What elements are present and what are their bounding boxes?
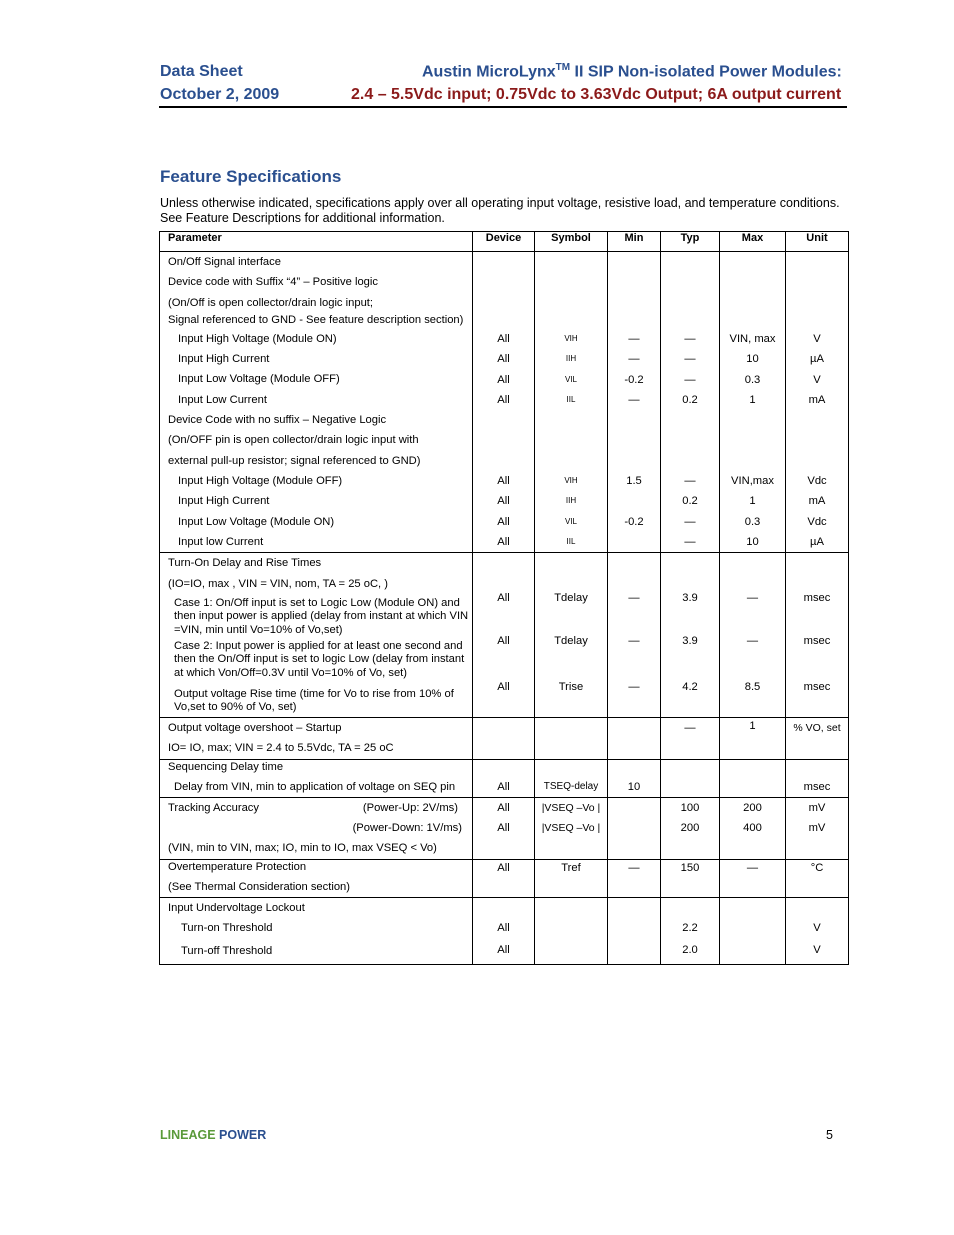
- typ-cell: [661, 898, 720, 965]
- param-line: external pull-up resistor; signal referenced to GND): [168, 454, 421, 467]
- symbol-value: IIL: [566, 394, 576, 404]
- symbol-value: VIL: [564, 516, 577, 526]
- symbol-cell: [535, 859, 608, 897]
- param-line: [160, 798, 472, 818]
- unit-value: msec: [803, 592, 831, 605]
- max-cell: [720, 859, 786, 897]
- typ-cell: [661, 797, 720, 859]
- max-value: —: [746, 634, 759, 647]
- param-line: Overtemperature Protection: [168, 860, 307, 873]
- param-line: Input Undervoltage Lockout: [168, 902, 305, 915]
- header-rule: [159, 106, 847, 108]
- param-cell: [160, 898, 473, 965]
- unit-value: V: [813, 922, 821, 935]
- param-line: Input Low Voltage (Module OFF): [178, 373, 340, 386]
- min-value: —: [628, 634, 640, 647]
- title-sup: TM: [555, 62, 571, 73]
- device-value: All: [497, 801, 510, 814]
- device-value: All: [497, 780, 510, 793]
- symbol-value: TSEQ-delay: [543, 780, 599, 792]
- col-device: Device: [473, 232, 535, 252]
- param-cell: [160, 859, 473, 897]
- unit-cell: [786, 717, 849, 759]
- param-line: Device Code with no suffix – Negative Logic: [168, 414, 387, 427]
- brand-lineage: LINEAGE: [160, 1128, 216, 1142]
- param-line: Input High Current: [178, 495, 270, 508]
- max-value: 1: [749, 495, 756, 508]
- doc-subtitle: 2.4 – 5.5Vdc input; 0.75Vdc to 3.63Vdc Output; 6A output current: [351, 86, 842, 103]
- param-line: Case 1: On/Off input is set to Logic Low (Module ON) and then input power is applied (delay from instant at which VIN =VIN, min until Vo=10% of Vo,set): [174, 596, 469, 636]
- min-value: —: [628, 333, 640, 345]
- unit-value: µA: [810, 536, 824, 549]
- min-cell: [608, 898, 661, 965]
- section-title: Feature Specifications: [160, 167, 342, 186]
- min-value: 10: [627, 780, 641, 793]
- symbol-value: |VSEQ –Vo |: [541, 822, 601, 835]
- device-value: All: [497, 822, 510, 835]
- table-row: [160, 717, 849, 759]
- symbol-value: |VSEQ –Vo |: [541, 801, 601, 814]
- tracking-powerup: (Power-Up: 2V/ms): [362, 801, 458, 814]
- min-value: —: [628, 680, 640, 693]
- typ-value: 150: [680, 861, 700, 874]
- min-value: -0.2: [624, 515, 644, 528]
- typ-cell: [661, 553, 720, 718]
- param-line: Input Low Current: [178, 393, 267, 406]
- param-line: Input low Current: [178, 535, 264, 548]
- param-line: Delay from VIN, min to application of voltage on SEQ pin: [174, 780, 456, 793]
- min-value: 1.5: [626, 475, 642, 488]
- symbol-value: Tref: [561, 861, 581, 874]
- device-cell: [473, 717, 535, 759]
- min-cell: [608, 859, 661, 897]
- max-cell: [720, 759, 786, 797]
- unit-value: V: [813, 944, 821, 957]
- unit-cell: [786, 859, 849, 897]
- typ-value: —: [684, 333, 696, 345]
- device-cell: [473, 797, 535, 859]
- unit-value: Vdc: [807, 475, 827, 488]
- typ-value: 2.0: [682, 944, 698, 957]
- col-max: Max: [720, 232, 786, 252]
- param-line: Sequencing Delay time: [168, 760, 284, 773]
- param-line: (IO=IO, max , VIN = VIN, nom, TA = 25 oC, ): [168, 577, 388, 590]
- min-value: [608, 532, 660, 552]
- symbol-value: Tdelay: [554, 634, 588, 647]
- typ-value: —: [684, 515, 696, 528]
- min-value: —: [628, 592, 640, 605]
- table-row: [160, 553, 849, 718]
- min-cell: [608, 759, 661, 797]
- device-cell: [473, 553, 535, 718]
- max-cell: [720, 252, 786, 553]
- table-header-row: [160, 232, 849, 252]
- param-line: On/Off Signal interface: [168, 256, 281, 268]
- param-line: (See Thermal Consideration section): [168, 880, 350, 893]
- device-value: All: [497, 353, 510, 366]
- param-cell: [160, 553, 473, 718]
- max-value: 400: [743, 822, 762, 835]
- table-row: [160, 252, 849, 553]
- unit-value: msec: [803, 780, 831, 793]
- max-value: —: [746, 592, 759, 605]
- symbol-value: IIH: [565, 354, 577, 364]
- unit-cell: [786, 759, 849, 797]
- tracking-powerdown: (Power-Down: 1V/ms): [352, 822, 462, 835]
- unit-value: mA: [808, 393, 826, 406]
- symbol-value: VIH: [564, 334, 578, 343]
- typ-value: 0.2: [682, 495, 698, 508]
- min-cell: [608, 717, 661, 759]
- device-value: All: [497, 861, 510, 874]
- device-value: All: [497, 475, 510, 488]
- param-line: Output voltage Rise time (time for Vo to rise from 10% of Vo,set to 90% of Vo, set): [174, 687, 454, 714]
- unit-value: mA: [808, 495, 826, 508]
- min-cell: [608, 553, 661, 718]
- param-line: Signal referenced to GND - See feature description section): [168, 313, 464, 326]
- param-cell: [160, 759, 473, 797]
- device-value: All: [497, 922, 510, 935]
- typ-cell: [661, 717, 720, 759]
- col-parameter: Parameter: [160, 232, 473, 252]
- max-value: 0.3: [744, 373, 761, 386]
- max-cell: [720, 797, 786, 859]
- param-line: Turn-On Delay and Rise Times: [168, 557, 322, 570]
- device-value: All: [497, 634, 510, 647]
- max-cell: [720, 717, 786, 759]
- typ-value: 3.9: [682, 592, 698, 605]
- title-main: Austin MicroLynx: [422, 63, 556, 81]
- typ-value: 2.2: [682, 922, 698, 935]
- max-value: 10: [746, 536, 759, 549]
- col-symbol: Symbol: [535, 232, 608, 252]
- unit-cell: [786, 797, 849, 859]
- device-value: All: [497, 495, 510, 508]
- symbol-cell: [535, 759, 608, 797]
- max-value: 0.3: [744, 515, 761, 528]
- unit-cell: [786, 252, 849, 553]
- unit-value: % VO, set: [793, 721, 841, 734]
- doc-date: October 2, 2009: [160, 86, 280, 103]
- symbol-cell: [535, 252, 608, 553]
- unit-cell: [786, 898, 849, 965]
- typ-value: 200: [680, 822, 700, 835]
- unit-value: Vdc: [807, 515, 827, 528]
- device-value: All: [497, 680, 510, 693]
- col-unit: Unit: [786, 232, 849, 252]
- symbol-value: Tdelay: [554, 592, 588, 605]
- symbol-value: VIH: [564, 476, 578, 486]
- param-line: Turn-off Threshold: [181, 944, 273, 957]
- min-value: —: [628, 393, 640, 406]
- unit-value: °C: [810, 861, 824, 874]
- param-line: Case 2: Input power is applied for at least one second and then the On/Off input is set to logic Low (delay from instant at which Von/Off=0.3V until Vo=10% of Vo, set): [174, 639, 465, 679]
- param-line: (VIN, min to VIN, max; IO, min to IO, max VSEQ < Vo): [168, 842, 437, 855]
- param-line: IO= IO, max; VIN = 2.4 to 5.5Vdc, TA = 25 oC: [168, 742, 394, 755]
- param-cell: [160, 797, 473, 859]
- spec-table: [159, 231, 849, 965]
- unit-value: msec: [803, 634, 831, 647]
- typ-value: 4.2: [682, 680, 698, 693]
- symbol-cell: [535, 717, 608, 759]
- typ-value: 100: [680, 801, 700, 814]
- max-value: —: [746, 861, 759, 874]
- symbol-cell: [535, 797, 608, 859]
- device-value: All: [497, 536, 510, 549]
- max-value: 10: [746, 353, 759, 366]
- device-value: All: [497, 373, 510, 386]
- param-cell: [160, 252, 473, 553]
- footer-brand: [160, 1128, 266, 1142]
- max-value: 8.5: [744, 680, 761, 693]
- min-cell: [608, 252, 661, 553]
- device-value: All: [497, 592, 510, 605]
- max-value: 200: [743, 801, 762, 814]
- symbol-value: IIL: [566, 537, 576, 547]
- param-line: Input Low Voltage (Module ON): [178, 515, 335, 528]
- symbol-value: VIL: [564, 374, 577, 384]
- typ-value: —: [684, 536, 696, 549]
- typ-value: 3.9: [682, 634, 698, 647]
- param-line: Input High Current: [178, 353, 270, 366]
- unit-value: V: [813, 373, 821, 386]
- col-min: Min: [608, 232, 661, 252]
- min-value: —: [628, 861, 640, 874]
- min-value: -0.2: [624, 373, 644, 386]
- min-value: —: [628, 353, 640, 366]
- max-value: VIN,max: [731, 475, 774, 488]
- typ-cell: [661, 252, 720, 553]
- typ-value: —: [684, 475, 696, 488]
- intro-text: Unless otherwise indicated, specifications apply over all operating input voltage, resistive load, and temperature conditions. See Feature Descriptions for additional information.: [160, 196, 840, 225]
- unit-value: mV: [808, 822, 826, 835]
- max-value: 1: [749, 719, 756, 732]
- max-cell: [720, 553, 786, 718]
- doc-title: [422, 62, 842, 81]
- typ-cell: [661, 859, 720, 897]
- param-cell: [160, 717, 473, 759]
- unit-value: µA: [810, 353, 824, 366]
- max-value: 1: [749, 393, 756, 406]
- symbol-value: IIH: [565, 496, 577, 506]
- table-row: [160, 797, 849, 859]
- table-row: [160, 898, 849, 965]
- device-cell: [473, 898, 535, 965]
- param-line: Input High Voltage (Module ON): [178, 332, 337, 345]
- table-row: [160, 859, 849, 897]
- table-row: [160, 759, 849, 797]
- tracking-label: Tracking Accuracy: [168, 801, 259, 814]
- symbol-cell: [535, 553, 608, 718]
- typ-value: —: [684, 353, 696, 366]
- param-line: Input High Voltage (Module OFF): [178, 474, 343, 487]
- symbol-cell: [535, 898, 608, 965]
- title-rest: II SIP Non-isolated Power Modules:: [570, 63, 842, 81]
- unit-value: msec: [803, 680, 831, 693]
- min-cell: [608, 797, 661, 859]
- col-typ: Typ: [661, 232, 720, 252]
- param-line: Device code with Suffix “4” – Positive logic: [168, 276, 378, 289]
- device-value: All: [497, 393, 510, 406]
- device-value: All: [497, 944, 510, 957]
- typ-value: —: [684, 373, 696, 386]
- page-number: 5: [826, 1128, 833, 1142]
- device-value: All: [497, 333, 510, 345]
- brand-power: POWER: [219, 1128, 267, 1142]
- device-cell: [473, 859, 535, 897]
- unit-cell: [786, 553, 849, 718]
- device-cell: [473, 759, 535, 797]
- symbol-value: Trise: [558, 680, 584, 693]
- typ-value: 0.2: [682, 393, 698, 406]
- param-line: Turn-on Threshold: [181, 922, 273, 935]
- doc-type: Data Sheet: [160, 63, 243, 80]
- typ-cell: [661, 759, 720, 797]
- min-value: [608, 491, 660, 511]
- unit-value: V: [813, 333, 821, 345]
- param-line: (On/OFF pin is open collector/drain logic input with: [168, 434, 419, 447]
- param-line: (On/Off is open collector/drain logic input;: [168, 296, 374, 309]
- device-value: All: [497, 515, 510, 528]
- param-line: Output voltage overshoot – Startup: [168, 721, 342, 734]
- max-cell: [720, 898, 786, 965]
- unit-value: mV: [808, 801, 826, 814]
- max-value: VIN, max: [729, 333, 776, 345]
- device-cell: [473, 252, 535, 553]
- typ-value: —: [684, 721, 696, 734]
